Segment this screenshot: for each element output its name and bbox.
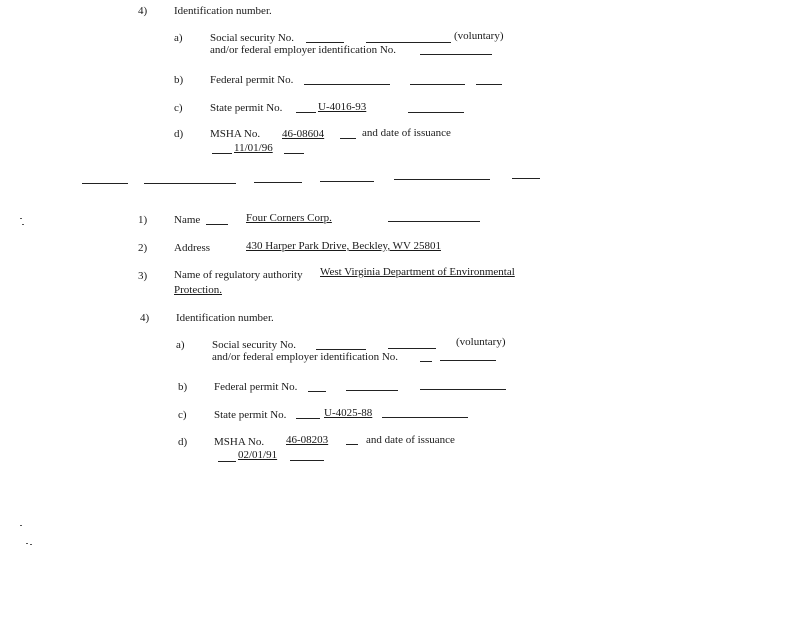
- scan-speck: [20, 218, 22, 219]
- federal-permit-field-b[interactable]: [308, 391, 326, 392]
- issuance-date[interactable]: 11/01/96: [234, 142, 273, 154]
- item-b-letter: b): [174, 74, 184, 86]
- item-d-letter: d): [174, 128, 184, 140]
- name-field-2[interactable]: [388, 221, 480, 222]
- ssn-label-2: Social security No.: [212, 339, 297, 351]
- name-lead: [206, 224, 228, 225]
- issuance-tail: [284, 153, 304, 154]
- scan-speck: [22, 224, 24, 225]
- issuance-lead-2: [218, 461, 236, 462]
- ein-field[interactable]: [420, 54, 492, 55]
- state-permit-value[interactable]: U-4016-93: [318, 101, 367, 113]
- voluntary-note-2: (voluntary): [456, 336, 506, 348]
- issuance-lead: [212, 153, 232, 154]
- ssn-field-2[interactable]: [366, 42, 451, 43]
- federal-permit-label: Federal permit No.: [210, 74, 294, 86]
- separator-segment: [82, 183, 128, 184]
- separator-segment: [144, 183, 236, 184]
- ssn-field-b[interactable]: [316, 349, 366, 350]
- state-permit-field-b-2[interactable]: [382, 417, 468, 418]
- item-c-letter: c): [174, 102, 183, 114]
- item-d2-letter: d): [178, 436, 188, 448]
- federal-permit-field[interactable]: [304, 84, 390, 85]
- address-label: Address: [174, 242, 211, 254]
- item-c2-letter: c): [178, 409, 187, 421]
- name-value[interactable]: Four Corners Corp.: [246, 212, 332, 224]
- regulatory-authority-label: Name of regulatory authority: [174, 269, 303, 281]
- federal-permit-field-2[interactable]: [410, 84, 465, 85]
- address-value[interactable]: 430 Harper Park Drive, Beckley, WV 25801: [246, 240, 441, 252]
- ssn-field[interactable]: [306, 42, 344, 43]
- state-permit-value-2[interactable]: U-4025-88: [324, 407, 373, 419]
- federal-permit-field-b-2[interactable]: [346, 390, 398, 391]
- voluntary-note: (voluntary): [454, 30, 504, 42]
- separator-segment: [254, 182, 302, 183]
- scan-speck: [30, 544, 32, 545]
- msha-value-2[interactable]: 46-08203: [286, 434, 329, 446]
- state-permit-label: State permit No.: [210, 102, 283, 114]
- federal-permit-field-3[interactable]: [476, 84, 502, 85]
- item-1-number: 1): [138, 214, 148, 226]
- separator-segment: [320, 181, 374, 182]
- issuance-tail-2: [290, 460, 324, 461]
- msha-tail-2: [346, 444, 358, 445]
- item-a-letter: a): [174, 32, 183, 44]
- ein-field-b-2[interactable]: [440, 360, 496, 361]
- item-4b-number: 4): [140, 312, 150, 324]
- msha-label-2: MSHA No.: [214, 436, 265, 448]
- item-b2-letter: b): [178, 381, 188, 393]
- item-4-number: 4): [138, 5, 148, 17]
- ssn-label: Social security No.: [210, 32, 295, 44]
- issuance-date-2[interactable]: 02/01/91: [238, 449, 278, 461]
- state-permit-lead-2: [296, 418, 320, 419]
- item-4-label: Identification number.: [174, 5, 272, 17]
- ein-label-2: and/or federal employer identification No.: [212, 351, 399, 363]
- ein-field-b[interactable]: [420, 361, 432, 362]
- separator-segment: [512, 178, 540, 179]
- item-3-number: 3): [138, 270, 148, 282]
- name-label: Name: [174, 214, 201, 226]
- msha-tail: [340, 138, 356, 139]
- item-2-number: 2): [138, 242, 148, 254]
- issuance-label: and date of issuance: [362, 127, 451, 139]
- regulatory-authority-value-cont[interactable]: Protection.: [174, 284, 222, 296]
- item-4b-label: Identification number.: [176, 312, 274, 324]
- regulatory-authority-value[interactable]: West Virginia Department of Environmental: [320, 266, 515, 278]
- federal-permit-label-2: Federal permit No.: [214, 381, 298, 393]
- state-permit-lead: [296, 112, 316, 113]
- ein-label: and/or federal employer identification No.: [210, 44, 397, 56]
- scan-speck: [20, 525, 22, 526]
- item-a2-letter: a): [176, 339, 185, 351]
- msha-value[interactable]: 46-08604: [282, 128, 325, 140]
- issuance-label-2: and date of issuance: [366, 434, 455, 446]
- state-permit-label-2: State permit No.: [214, 409, 287, 421]
- ssn-field-b-2[interactable]: [388, 348, 436, 349]
- msha-label: MSHA No.: [210, 128, 261, 140]
- scan-speck: [26, 543, 28, 544]
- state-permit-field-2[interactable]: [408, 112, 464, 113]
- federal-permit-field-b-3[interactable]: [420, 389, 506, 390]
- separator-segment: [394, 179, 490, 180]
